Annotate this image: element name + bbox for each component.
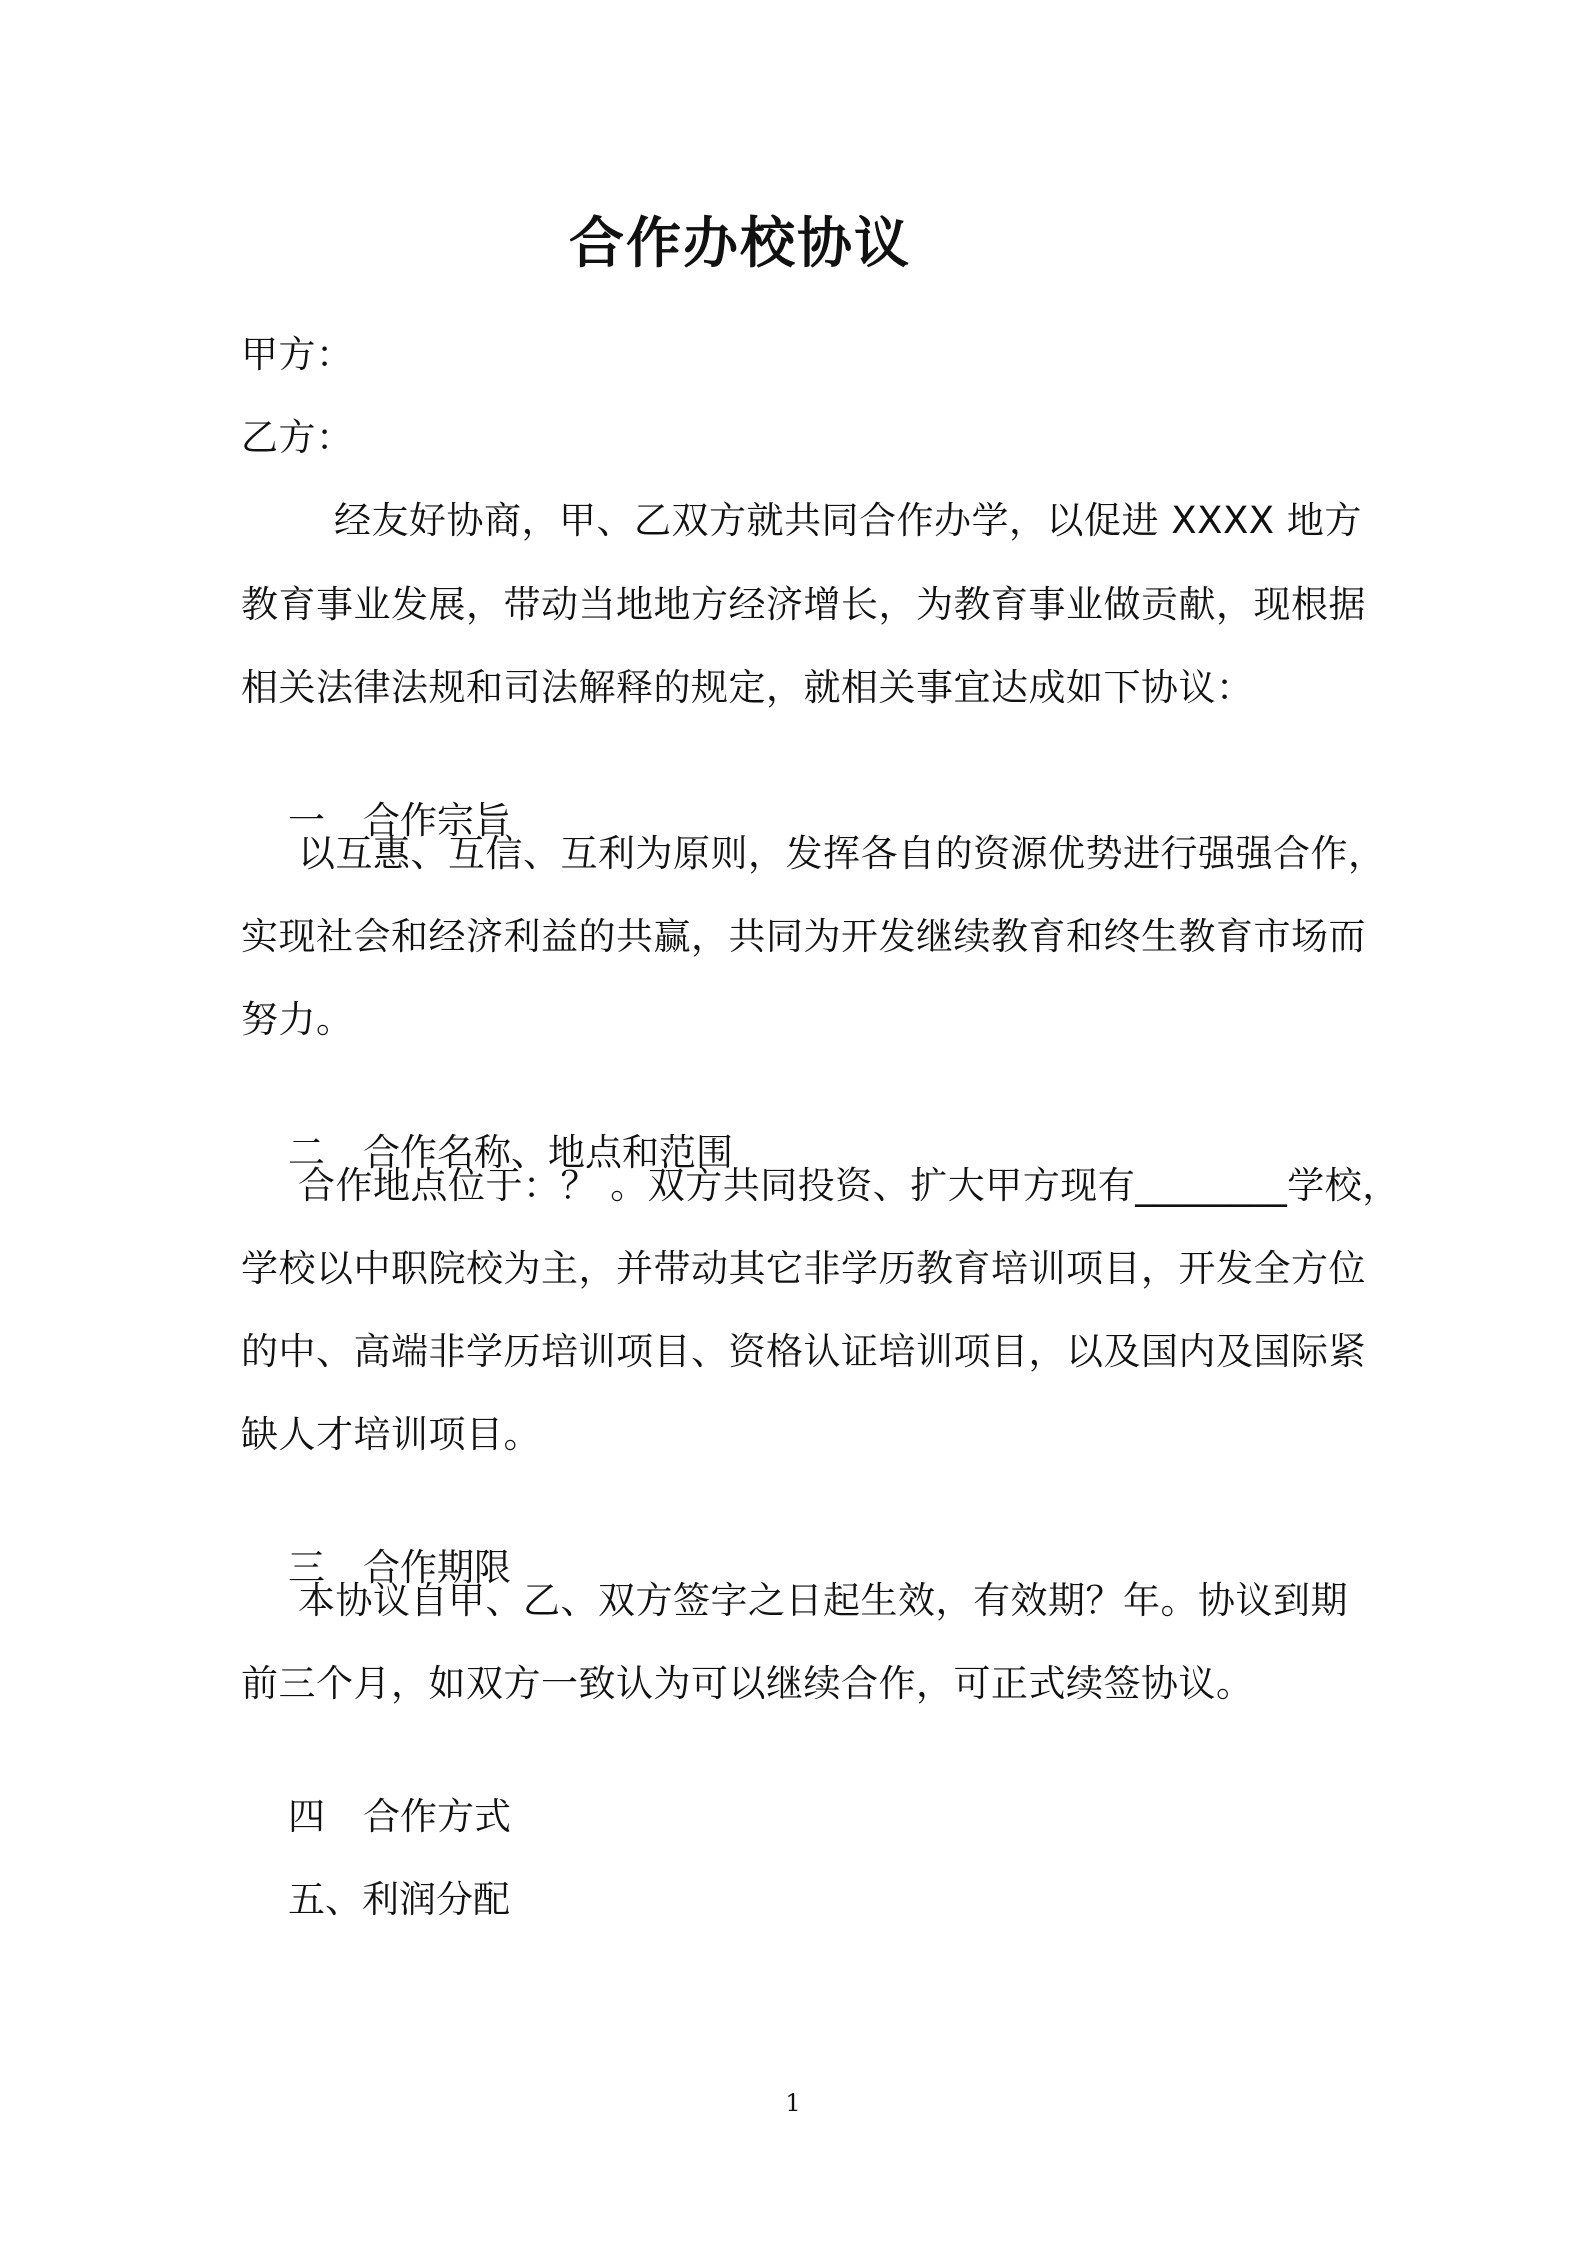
section-line: 的中、高端非学历培训项目、资格认证培训项目，以及国内及国际紧 [241, 1330, 1366, 1373]
section-title: 五、利润分配 [288, 1878, 511, 1921]
section-line: 实现社会和经济利益的共赢，共同为开发继续教育和终生教育市场而 [241, 915, 1366, 958]
section-line: 前三个月，如双方一致认为可以继续合作，可正式续签协议。 [241, 1662, 1254, 1705]
section-title: 合作期限 [363, 1546, 512, 1589]
section-line: 缺人才培训项目。 [241, 1413, 541, 1456]
section-line: 本协议自甲、乙、双方签字之日起生效，有效期？年。协议到期 [298, 1579, 1348, 1622]
section-heading [241, 1825, 510, 1975]
section-title: 合作方式 [363, 1795, 512, 1838]
section-number: 四 [288, 1795, 326, 1838]
document-title: 合作办校协议 [568, 211, 911, 275]
section-line: 合作地点位于：？ 。双方共同投资、扩大甲方现有________学校， [298, 1164, 1400, 1207]
intro-line: 经友好协商，甲、乙双方就共同合作办学，以促进 XXXX 地方 [334, 499, 1362, 542]
section-line: 以互惠、互信、互利为原则，发挥各自的资源优势进行强强合作， [298, 832, 1386, 875]
section-number: 二 [288, 1131, 326, 1174]
section-line: 学校以中职院校为主，并带动其它非学历教育培训项目，开发全方位 [241, 1247, 1366, 1290]
intro-line: 相关法律法规和司法解释的规定，就相关事宜达成如下协议： [241, 666, 1254, 709]
intro-line: 教育事业发展，带动当地地方经济增长，为教育事业做贡献，现根据 [241, 583, 1366, 626]
section-number: 三 [288, 1546, 326, 1589]
party-a-label: 甲方： [241, 333, 354, 376]
section-number: 一 [288, 799, 326, 842]
party-b-label: 乙方： [241, 416, 354, 459]
section-title: 合作名称、地点和范围 [363, 1131, 734, 1174]
section-line: 努力。 [241, 998, 354, 1041]
page-number: 1 [785, 2089, 801, 2117]
section-title: 合作宗旨 [363, 799, 512, 842]
